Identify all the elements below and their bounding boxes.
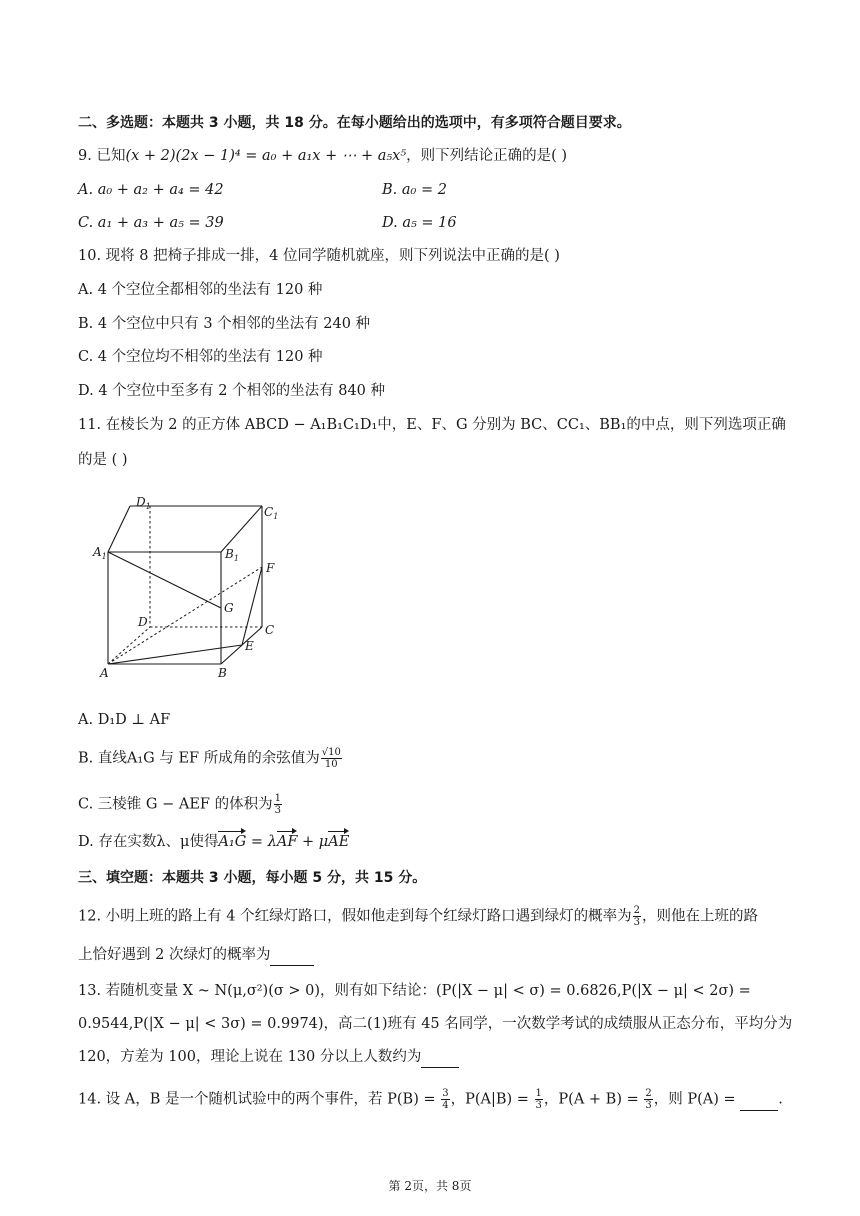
q11-option-d (78, 832, 349, 852)
question-14 (78, 1088, 783, 1111)
section-2-heading: 二、多选题：本题共 3 小题，共 18 分。在每小题给出的选项中，有多项符合题目要求。 (78, 115, 631, 131)
q11-option-b-text: B. 直线A₁G 与 EF 所成角的余弦值为 (78, 750, 320, 767)
q12-text-b: ，则他在上班的路 (641, 908, 758, 925)
segment-af-hidden (108, 567, 262, 664)
fraction-numerator: 2 (645, 1088, 652, 1099)
q9-expression: (x + 2)(2x − 1)⁴ = a₀ + a₁x + ⋯ + a₅x⁵ (125, 148, 407, 164)
label-d: D (138, 615, 148, 629)
segment-a1g (108, 552, 221, 608)
fraction-sqrt10-over-10 (321, 747, 342, 770)
question-13-line2: 0.9544,P(|X − μ| < 3σ) = 0.9974)，高二(1)班有 45 名同学，一次数学考试的成绩服从正态分布，平均分为 (78, 1016, 793, 1032)
fraction-two-thirds (644, 1088, 652, 1111)
question-13-line1: 13. 若随机变量 X ~ N(μ,σ²)(σ > 0)，则有如下结论：(P(|X − μ| < σ) = 0.6826,P(|X − μ| < 2σ) = (78, 983, 751, 999)
segment-fe (242, 567, 262, 645)
q10-option-d: D. 4 个空位中至多有 2 个相邻的坐法有 840 种 (78, 383, 385, 399)
q11-option-b (78, 747, 343, 770)
label-b1: $B_1$ (225, 547, 239, 563)
question-10-stem: 10. 现将 8 把椅子排成一排，4 位同学随机就座，则下列说法中正确的是( ) (78, 248, 560, 264)
q11-option-d-text: D. 存在实数λ、μ使得 (78, 834, 219, 850)
edge-d1a1 (108, 506, 130, 552)
q10-option-c: C. 4 个空位均不相邻的坐法有 120 种 (78, 349, 323, 365)
q11-option-a: A. D₁D ⊥ AF (78, 712, 171, 728)
question-9-stem (78, 146, 567, 166)
q9-option-b: B. a₀ = 2 (382, 182, 447, 198)
q11-option-c (78, 793, 283, 816)
vector-a1g: A₁G (218, 834, 247, 850)
q9-number: 9. (78, 148, 97, 164)
equals-lambda: = λ (246, 834, 277, 850)
fraction-numerator: √10 (321, 747, 341, 758)
question-13-line3 (78, 1047, 459, 1068)
vector-ae: AE (328, 834, 350, 850)
fraction-one-third (535, 1088, 543, 1111)
q11-option-c-text: C. 三棱锥 G − AEF 的体积为 (78, 796, 273, 813)
label-e: E (245, 639, 254, 653)
question-11-stem-line2: 的是 ( ) (78, 452, 128, 468)
label-c1: $C_1$ (264, 505, 279, 521)
q9-option-d: D. a₅ = 16 (382, 215, 457, 231)
question-12-line1 (78, 905, 758, 928)
fraction-two-thirds (633, 905, 641, 928)
segment-ae (108, 645, 242, 664)
label-d1: $D_1$ (136, 495, 151, 511)
fraction-denominator: 3 (274, 805, 281, 816)
q14-part1: 14. 设 A，B 是一个随机试验中的两个事件，若 P(B) = (78, 1091, 441, 1108)
vector-af: AF (276, 834, 298, 850)
fraction-numerator: 3 (442, 1088, 449, 1099)
fraction-numerator: 2 (633, 905, 640, 916)
fraction-one-third (274, 793, 282, 816)
answer-blank (270, 945, 314, 966)
q12-text-a: 12. 小明上班的路上有 4 个红绿灯路口，假如他走到每个红绿灯路口遇到绿灯的概率为 (78, 908, 632, 925)
label-b: B (218, 666, 227, 680)
q9-intro: 已知 (96, 148, 126, 164)
fraction-three-quarters (441, 1088, 449, 1111)
answer-blank (740, 1090, 778, 1111)
q9-option-a: A. a₀ + a₂ + a₄ = 42 (78, 182, 224, 198)
section-3-heading: 三、填空题：本题共 3 小题，每小题 5 分，共 15 分。 (78, 870, 427, 886)
fraction-denominator: 4 (442, 1100, 449, 1111)
q14-part4: ，则 P(A) = (653, 1091, 741, 1108)
q13-line3-text: 120，方差为 100，理论上说在 130 分以上人数约为 (78, 1049, 422, 1065)
label-f: F (266, 561, 275, 575)
fraction-denominator: 10 (324, 759, 338, 770)
label-a1: $A_1$ (93, 545, 107, 561)
edge-c1b1 (221, 506, 262, 552)
fraction-denominator: 3 (645, 1100, 652, 1111)
label-g: G (224, 601, 234, 615)
q9-option-c: C. a₁ + a₃ + a₅ = 39 (78, 215, 224, 231)
question-11-stem-line1: 11. 在棱长为 2 的正方体 ABCD − A₁B₁C₁D₁中，E、F、G 分别为 BC、CC₁、BB₁的中点，则下列选项正确 (78, 417, 786, 433)
fraction-denominator: 3 (535, 1100, 542, 1111)
q12-line2-text: 上恰好遇到 2 次绿灯的概率为 (78, 947, 271, 963)
q10-option-b: B. 4 个空位中只有 3 个相邻的坐法有 240 种 (78, 316, 371, 332)
cube-figure (90, 492, 290, 684)
q10-option-a: A. 4 个空位全都相邻的坐法有 120 种 (78, 282, 323, 298)
plus-mu: + μ (297, 834, 329, 850)
q14-part2: ，P(A|B) = (450, 1091, 534, 1108)
page-footer: 第 2页，共 8页 (388, 1179, 472, 1193)
q9-tail: ，则下列结论正确的是( ) (406, 148, 568, 164)
fraction-denominator: 3 (633, 917, 640, 928)
q14-part3: ，P(A + B) = (543, 1091, 644, 1108)
answer-blank (421, 1047, 459, 1068)
q14-end: . (778, 1091, 783, 1108)
question-12-line2 (78, 945, 314, 966)
label-c: C (265, 623, 275, 637)
fraction-numerator: 1 (535, 1088, 542, 1099)
label-a: A (100, 666, 109, 680)
fraction-numerator: 1 (274, 793, 281, 804)
